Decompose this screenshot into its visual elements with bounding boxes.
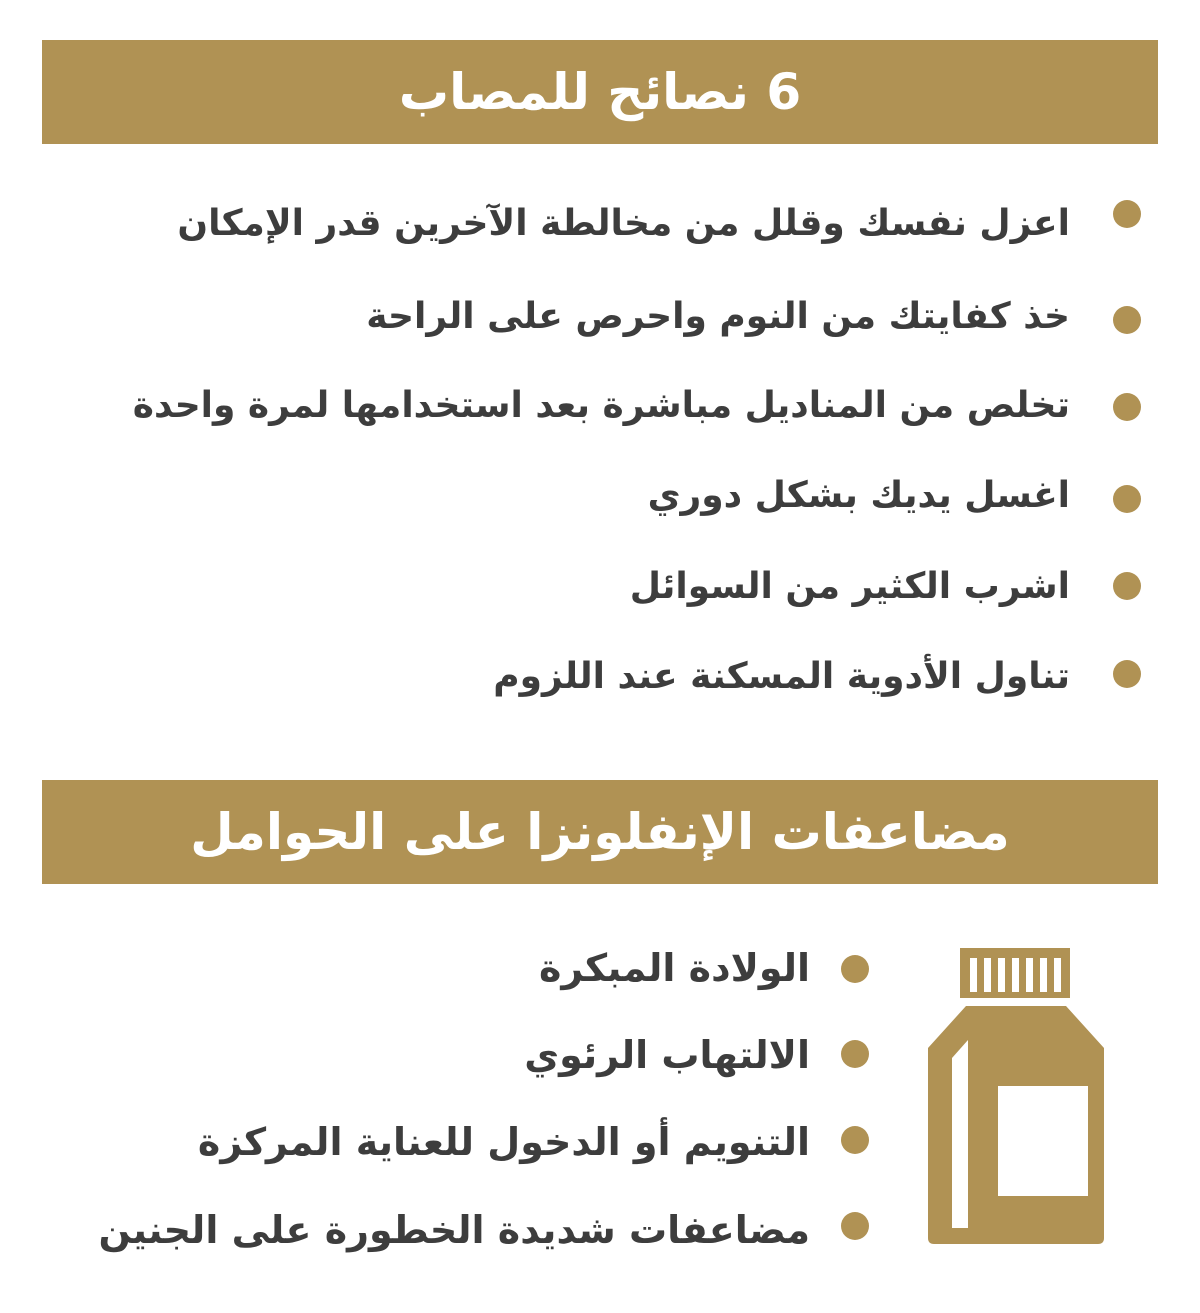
bullet-icon <box>841 1126 869 1154</box>
tips-title: 6 نصائح للمصاب <box>398 63 802 121</box>
bullet-icon <box>1113 306 1141 334</box>
bullet-icon <box>841 1212 869 1240</box>
bullet-icon <box>1113 485 1141 513</box>
bullet-icon <box>841 955 869 983</box>
complications-title: مضاعفات الإنفلونزا على الحوامل <box>190 803 1010 861</box>
complications-banner <box>42 780 1158 884</box>
tip-item: اشرب الكثير من السوائل <box>629 565 1070 607</box>
complication-item: الالتهاب الرئوي <box>524 1033 810 1077</box>
bullet-icon <box>841 1040 869 1068</box>
bullet-icon <box>1113 200 1141 228</box>
tip-item: تناول الأدوية المسكنة عند اللزوم <box>493 655 1070 697</box>
bullet-icon <box>1113 572 1141 600</box>
tip-item: اغسل يديك بشكل دوري <box>647 474 1070 516</box>
tip-item: تخلص من المناديل مباشرة بعد استخدامها لمرة واحدة <box>132 384 1070 426</box>
complication-item: مضاعفات شديدة الخطورة على الجنين <box>98 1208 810 1252</box>
complication-item: الولادة المبكرة <box>538 946 810 990</box>
bullet-icon <box>1113 660 1141 688</box>
tips-banner <box>42 40 1158 144</box>
complication-item: التنويم أو الدخول للعناية المركزة <box>197 1120 810 1164</box>
tip-item: اعزل نفسك وقلل من مخالطة الآخرين قدر الإمكان <box>177 202 1070 244</box>
medicine-bottle-icon <box>926 948 1106 1248</box>
tip-item: خذ كفايتك من النوم واحرص على الراحة <box>366 295 1070 337</box>
bullet-icon <box>1113 393 1141 421</box>
